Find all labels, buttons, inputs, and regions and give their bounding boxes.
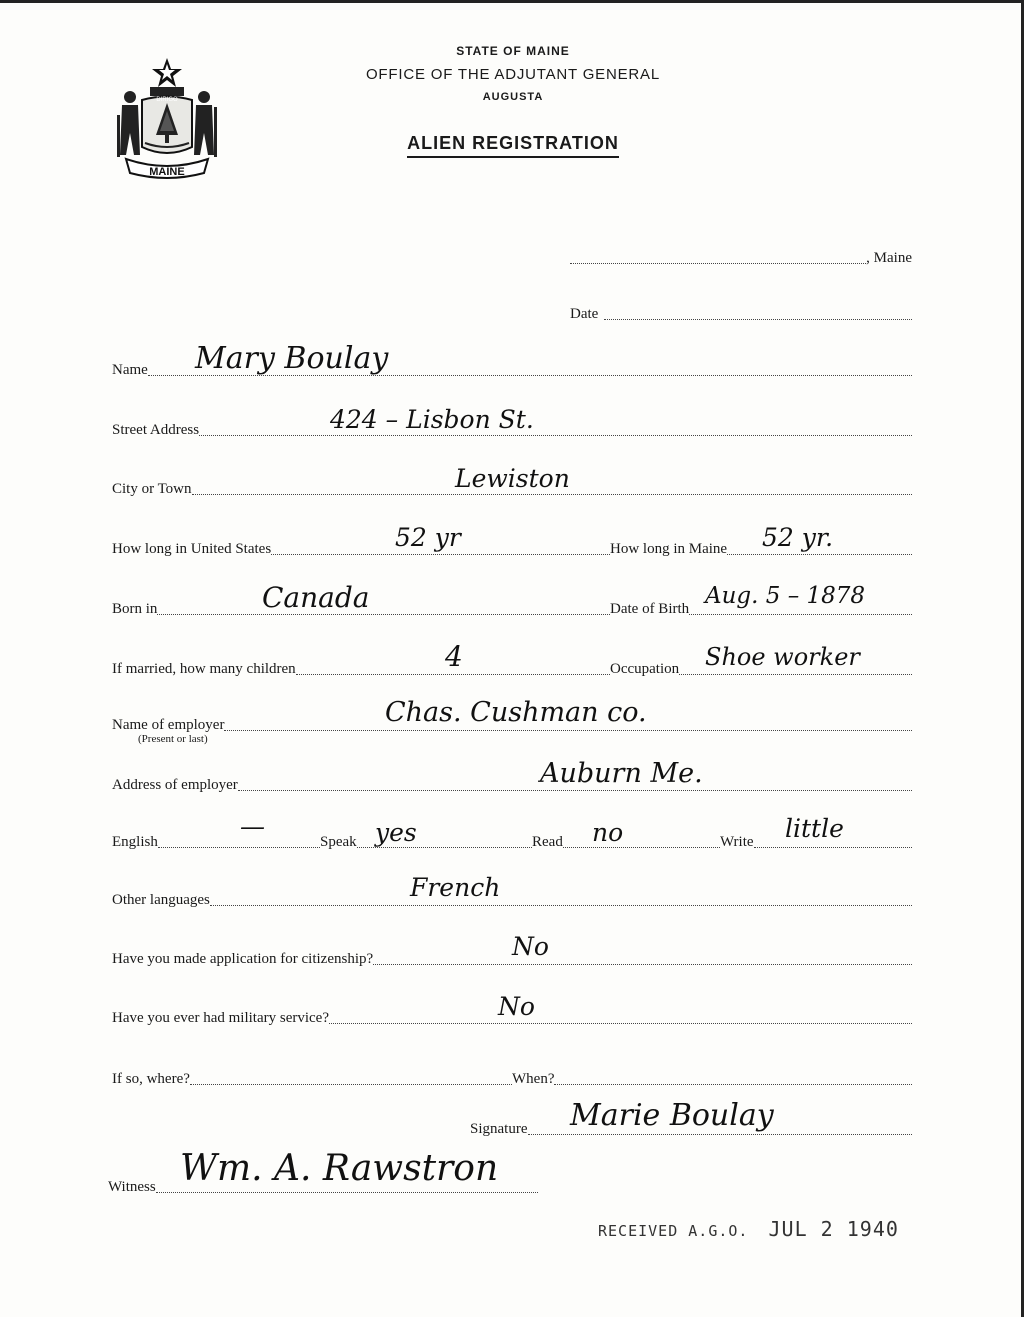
received-stamp — [598, 1217, 899, 1241]
speak-value: yes — [375, 818, 417, 847]
read-value: no — [592, 818, 624, 847]
occupation-label: Occupation — [610, 661, 680, 677]
stamp-received-text: RECEIVED A.G.O. — [598, 1222, 749, 1240]
write-dots — [754, 847, 912, 848]
military-label: Have you ever had military service? — [112, 1010, 329, 1026]
dob-value: Aug. 5 – 1878 — [705, 583, 866, 609]
maine-years-dots — [727, 554, 912, 555]
military-dots — [329, 1023, 912, 1024]
when-field[interactable] — [512, 1066, 912, 1090]
office-heading: OFFICE OF THE ADJUTANT GENERAL — [365, 66, 661, 83]
speak-field[interactable] — [320, 829, 532, 853]
english-field[interactable] — [112, 829, 320, 853]
stamp-date-text: JUL 2 1940 — [768, 1217, 899, 1241]
date-dots — [604, 319, 912, 320]
maine-years-field[interactable] — [610, 536, 912, 560]
place-suffix: , Maine — [866, 250, 912, 266]
date-label: Date — [570, 306, 599, 322]
scan-edge-top — [0, 0, 1024, 3]
place-dots — [570, 263, 866, 264]
born-dots — [157, 614, 610, 615]
english-label: English — [112, 834, 158, 850]
citizenship-dots — [373, 964, 912, 965]
witness-value: Wm. A. Rawstron — [180, 1148, 499, 1189]
english-value: — — [240, 812, 265, 841]
english-dots — [158, 847, 320, 848]
street-dots — [199, 435, 912, 436]
read-label: Read — [532, 834, 563, 850]
street-value: 424 – Lisbon St. — [330, 405, 534, 434]
citizenship-label: Have you made application for citizenship? — [112, 951, 374, 967]
dob-label: Date of Birth — [610, 601, 690, 617]
witness-label: Witness — [108, 1179, 156, 1195]
citizenship-value: No — [512, 932, 549, 961]
speak-label: Speak — [320, 834, 357, 850]
witness-dots — [156, 1192, 538, 1193]
us-years-value: 52 yr — [395, 523, 461, 552]
employer-address-dots — [238, 790, 912, 791]
other-languages-label: Other languages — [112, 892, 210, 908]
other-languages-dots — [210, 905, 912, 906]
employer-value: Chas. Cushman co. — [385, 697, 647, 728]
employer-sublabel: (Present or last) — [138, 733, 208, 745]
form-header — [340, 44, 686, 158]
name-value: Mary Boulay — [195, 341, 389, 376]
signature-value: Marie Boulay — [570, 1098, 774, 1133]
maine-state-seal-icon — [112, 55, 222, 185]
children-field[interactable] — [112, 656, 610, 680]
us-years-label: How long in United States — [112, 541, 272, 557]
other-languages-value: French — [410, 873, 501, 902]
name-label: Name — [112, 362, 148, 378]
when-dots — [554, 1084, 912, 1085]
employer-address-field[interactable] — [112, 772, 912, 796]
employer-address-label: Address of employer — [112, 777, 238, 793]
children-value: 4 — [445, 640, 463, 673]
write-label: Write — [720, 834, 754, 850]
employer-dots — [224, 730, 912, 731]
city-value: Lewiston — [455, 464, 570, 493]
dob-dots — [689, 614, 912, 615]
seal-maine-text: MAINE — [149, 166, 185, 178]
occupation-dots — [679, 674, 912, 675]
signature-dots — [528, 1134, 913, 1135]
signature-label: Signature — [470, 1121, 528, 1137]
employer-label: Name of employer — [112, 717, 225, 733]
read-field[interactable] — [532, 829, 720, 853]
read-dots — [563, 847, 720, 848]
military-value: No — [498, 992, 535, 1021]
state-heading: STATE OF MAINE — [456, 44, 570, 58]
form-title: ALIEN REGISTRATION — [407, 133, 619, 158]
street-label: Street Address — [112, 422, 200, 438]
where-field[interactable] — [112, 1066, 512, 1090]
maine-years-value: 52 yr. — [762, 523, 834, 552]
write-value: little — [785, 814, 844, 843]
city-label: City or Town — [112, 481, 192, 497]
date-field[interactable] — [570, 301, 912, 325]
born-label: Born in — [112, 601, 158, 617]
city-heading: AUGUSTA — [482, 91, 544, 103]
us-years-field[interactable] — [112, 536, 610, 560]
other-languages-field[interactable] — [112, 887, 912, 911]
speak-dots — [357, 847, 532, 848]
us-years-dots — [271, 554, 610, 555]
place-field[interactable] — [570, 245, 912, 269]
born-value: Canada — [262, 581, 370, 614]
where-dots — [190, 1084, 512, 1085]
city-dots — [192, 494, 912, 495]
children-label: If married, how many children — [112, 661, 296, 677]
where-label: If so, where? — [112, 1071, 190, 1087]
occupation-value: Shoe worker — [705, 643, 860, 671]
seal-motto-text: DIRIGO — [156, 97, 178, 103]
employer-address-value: Auburn Me. — [540, 758, 703, 789]
when-label: When? — [512, 1071, 555, 1087]
maine-years-label: How long in Maine — [610, 541, 728, 557]
children-dots — [296, 674, 610, 675]
